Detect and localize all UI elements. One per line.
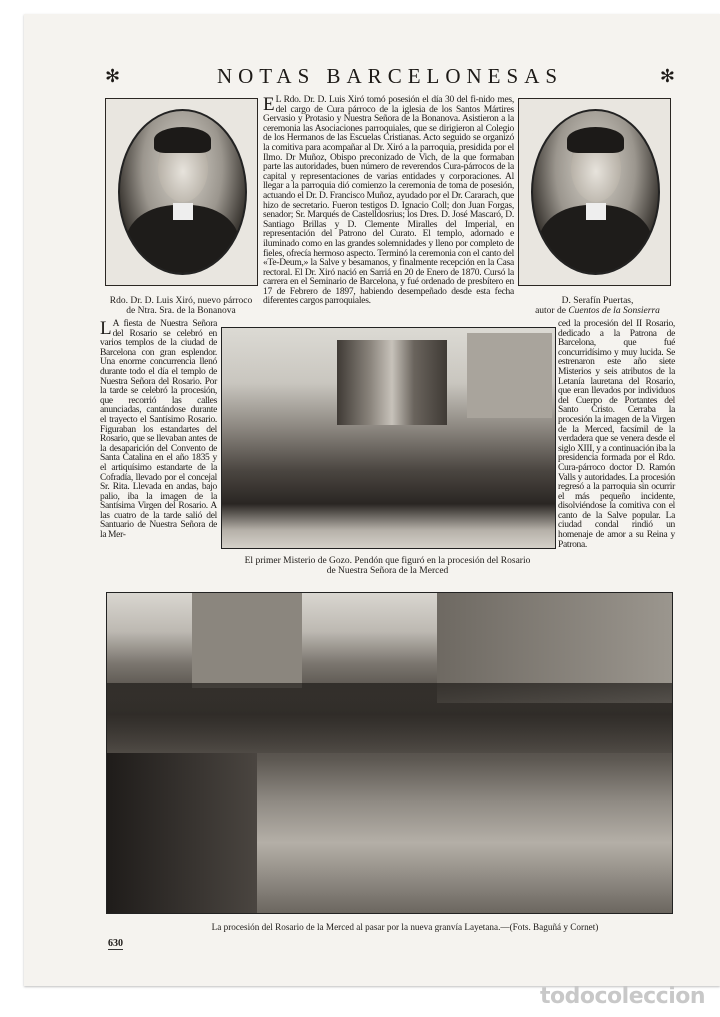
title-text: NOTAS BARCELONESAS	[216, 63, 564, 88]
portrait-puertas	[518, 98, 671, 286]
article-text: A fiesta de Nuestra Señora del Rosario se celebró en varios templos de la ciudad de Barcelona con gran esplendor. Una enorme concurrencia llenó durante todo el día el templo de Nuestra Señora del Rosario. Por la tarde se celebró la procesión, que recorrió las calles anunciadas, cantándose durante el trayecto el Santísimo Rosario. Figuraban los estandartes del Rosario, que se llevaban antes de la desaparición del Convento de Santa Catalina en el año 1835 y el artiquísimo estandarte de la Cofradía, llevado por el concejal Sr. Rita. Llevada en andas, bajo palio, iba la imagen de la Santísima Virgen del Rosario. A las cuatro de la tarde salió del Santuario de Nuestra Señora de la Mer-	[100, 319, 217, 541]
caption-prefix: autor de	[535, 306, 569, 316]
article-xiro	[263, 96, 514, 307]
book-title: Cuentos de la Sonsierra	[568, 306, 660, 316]
portrait-xiro-caption	[92, 296, 270, 316]
caption-line	[515, 306, 680, 316]
ornament-right-icon: ✻	[659, 65, 675, 86]
article-rosario-right	[558, 320, 675, 550]
ornament-left-icon: ✻	[105, 65, 121, 86]
caption-line: D. Serafín Puertas,	[561, 296, 634, 306]
dropcap: E	[263, 94, 275, 115]
article-text: L Rdo. Dr. D. Luis Xiró tomó posesión el día 30 del fi-nido mes, del cargo de Cura párroco de la iglesia de los Santos Mártires Gervasio y Protasio y Nuestra Señora de la Bonanova. Asistieron a la ceremonia las Asociaciones parroquiales, que se dirigieron al Colegio de los Hermanos de las Escuelas Cristianas. Acto seguido se organizó la comitiva para acompañar al Dr. Xiró a la parroquia, presidida por el Ilmo. Dr Muñoz, Obispo preconizado de Vich, de la que formaban parte las autoridades, buen número de reverendos Cura-párrocos de la capital y representaciones de varias entidades y corporaciones. Al llegar a la parroquia dió comienzo la ceremonia de toma de posesión, actuando el Dr. D. Francisco Muñoz, ayudado por el Dr. Cararach, que hizo de secretario. Fueron testigos D. Ignacio Coll; don Juan Forgas, senador; Sr. Marqués de Castelldosrius; los Dres. D. José Mascaró, D. Santiago Brillas y D. Clemente Miralles del Imperial, en representación del Patrono del Curato. El templo, adornado e iluminado como en las grandes solemnidades y lleno por completo de fieles, ofrecía hermoso aspecto. Terminó la ceremonia con el canto del «Te-Deum,» la Salve y besamanos, y finalmente recepción en la Casa rectoral. El Dr. Xiró nació en Sarriá en 20 de Enero de 1870. Cursó la carrera en el Seminario de Barcelona, y fué ordenado de presbítero en 17 de Febrero de 1897, habiendo desempeñado desde esta fecha diferentes cargos parroquiales.	[263, 95, 514, 307]
page-title	[105, 62, 675, 90]
portrait-xiro	[105, 98, 258, 286]
photo-procesion-layetana	[106, 592, 673, 914]
caption-line: de Nuestra Señora de la Merced	[326, 566, 449, 576]
page-number: 630	[108, 938, 123, 949]
caption-line: de Ntra. Sra. de la Bonanova	[126, 306, 236, 316]
caption-line: Rdo. Dr. D. Luis Xiró, nuevo párroco	[109, 296, 253, 306]
article-text: ced la procesión del II Rosario, dedicado a la Patrona de Barcelona, que fué concurridísimo y muy lucida. Se estrenaron este año siete Misterios y seis atributos de la Letanía lauretana del Rosario, que eran llevados por individuos del Cuerpo de Portantes del Santo Cristo. Cerraba la procesión la imagen de la Virgen de la Merced, facsímil de la verdadera que se venera desde el siglo XIII, y a continuación iba la presidencia formada por el Rdo. Cura-párroco doctor D. Ramón Valls y autoridades. La procesión regresó a la parroquia sin ocurrir el más pequeño incidente, disolviéndose la comitiva con el canto de la Salve popular. La ciudad condal rindió un homenaje de amor a su Reina y Patrona.	[558, 319, 675, 550]
article-rosario-left	[100, 320, 217, 541]
watermark: todocoleccion	[540, 984, 706, 1009]
photo-misterio-gozo	[221, 327, 556, 549]
dropcap: L	[100, 318, 112, 339]
bottom-photo-caption: La procesión del Rosario de la Merced al pasar por la nueva granvía Layetana.—(Fots. Baguñá y Cornet)	[211, 922, 599, 932]
middle-photo-caption	[215, 556, 560, 576]
caption-line: El primer Misterio de Gozo. Pendón que figuró en la procesión del Rosario	[244, 556, 531, 566]
banner-pendon	[337, 340, 447, 425]
portrait-puertas-caption	[515, 296, 680, 316]
